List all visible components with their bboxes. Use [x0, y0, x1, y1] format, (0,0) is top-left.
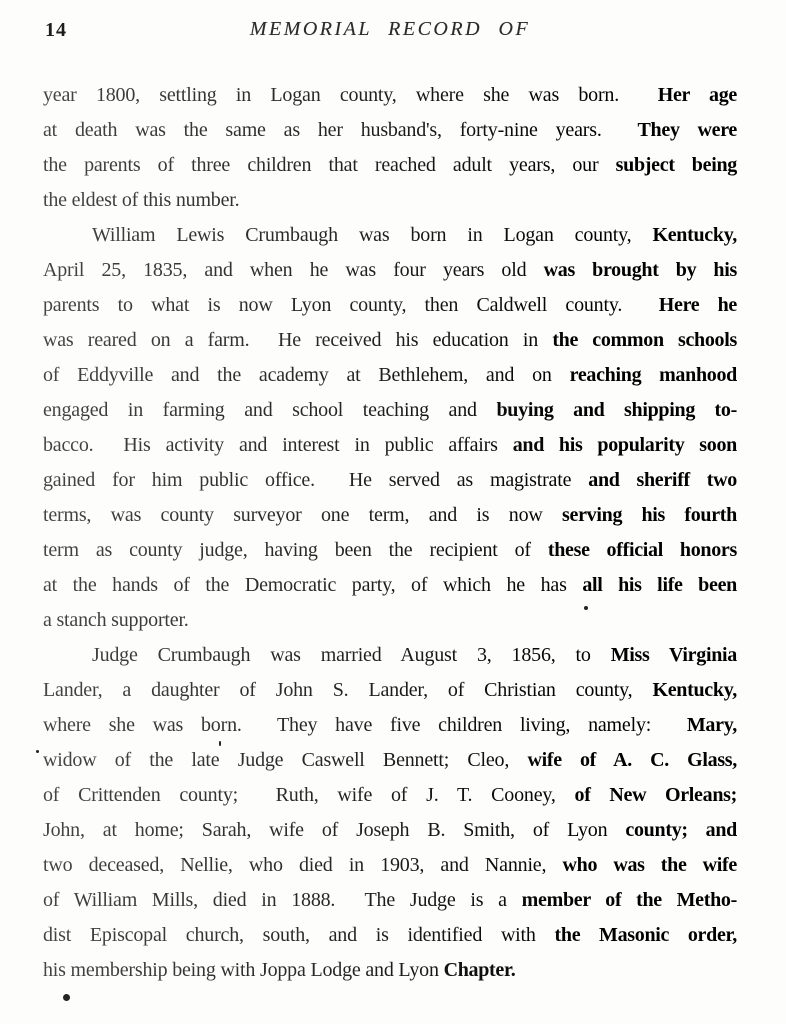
text-line — [43, 883, 737, 918]
text-line — [43, 708, 737, 743]
line-text: his membership being with Joppa Lodge and Lyon — [43, 959, 439, 981]
text-line — [43, 463, 737, 498]
text-line — [43, 288, 737, 323]
line-text-bold: all his life been — [582, 574, 737, 596]
line-text: of Crittenden county; Ruth, wife of J. T. Cooney, — [43, 784, 556, 806]
page-number: 14 — [45, 19, 67, 41]
line-text: of Eddyville and the academy at Bethlehem, and on — [43, 364, 552, 386]
line-text-bold: Kentucky, — [652, 679, 737, 701]
line-text: a stanch supporter. — [43, 609, 189, 631]
line-text: year 1800, settling in Logan county, where she was born. — [43, 84, 639, 106]
line-text-bold: of New Orleans; — [574, 784, 737, 806]
text-line — [43, 673, 737, 708]
line-text-bold: buying and shipping to- — [496, 399, 737, 421]
line-text-bold: Miss Virginia — [610, 644, 737, 666]
line-text-bold: serving his fourth — [562, 504, 737, 526]
ink-dot — [63, 994, 70, 1001]
text-line — [43, 918, 737, 953]
text-line — [43, 743, 737, 778]
line-text: the parents of three children that reached adult years, our — [43, 154, 599, 176]
line-text-bold: Kentucky, — [652, 224, 737, 246]
line-text: where she was born. They have five children living, namely: — [43, 714, 669, 736]
line-text: at the hands of the Democratic party, of which he has — [43, 574, 567, 596]
text-line — [43, 568, 737, 603]
line-text: April 25, 1835, and when he was four years old — [43, 259, 527, 281]
text-line — [43, 78, 737, 113]
page-header — [43, 18, 737, 46]
line-text: dist Episcopal church, south, and is identified with — [43, 924, 536, 946]
line-text-bold: the common schools — [552, 329, 737, 351]
text-line — [43, 638, 737, 673]
line-text: terms, was county surveyor one term, and is now — [43, 504, 543, 526]
line-text: Lander, a daughter of John S. Lander, of Christian county, — [43, 679, 633, 701]
line-text-bold: the Masonic order, — [554, 924, 737, 946]
line-text: John, at home; Sarah, wife of Joseph B. Smith, of Lyon — [43, 819, 608, 841]
text-line — [43, 953, 737, 988]
text-line — [43, 393, 737, 428]
page-body — [43, 78, 737, 988]
text-line — [43, 323, 737, 358]
running-title: MEMORIAL RECORD OF — [249, 18, 531, 40]
text-line — [43, 848, 737, 883]
text-line — [43, 428, 737, 463]
line-text-bold: who was the wife — [562, 854, 737, 876]
text-line — [43, 778, 737, 813]
line-text-bold: wife of A. C. Glass, — [527, 749, 737, 771]
line-text: was reared on a farm. He received his education in — [43, 329, 539, 351]
text-line — [43, 603, 737, 638]
line-text-bold: They were — [637, 119, 737, 141]
text-line — [43, 113, 737, 148]
line-text-bold: these official honors — [547, 539, 737, 561]
line-text: widow of the late Judge Caswell Bennett; Cleo, — [43, 749, 510, 771]
text-line — [43, 183, 737, 218]
line-text-bold: Here he — [658, 294, 737, 316]
line-text: gained for him public office. He served as magistrate — [43, 469, 572, 491]
line-text: parents to what is now Lyon county, then Caldwell county. — [43, 294, 641, 316]
line-text-bold: Mary, — [686, 714, 737, 736]
line-text: the eldest of this number. — [43, 189, 240, 211]
text-line — [43, 358, 737, 393]
text-line — [43, 498, 737, 533]
ink-speck — [219, 741, 221, 746]
line-text: of William Mills, died in 1888. The Judge is a — [43, 889, 507, 911]
line-text-bold: and his popularity soon — [512, 434, 737, 456]
line-text-bold: reaching manhood — [569, 364, 737, 386]
line-text-bold: Chapter. — [443, 959, 516, 981]
line-text-bold: and sheriff two — [588, 469, 737, 491]
text-line — [43, 533, 737, 568]
line-text: Judge Crumbaugh was married August 3, 1856, to — [92, 644, 591, 666]
line-text: term as county judge, having been the recipient of — [43, 539, 531, 561]
line-text: engaged in farming and school teaching and — [43, 399, 477, 421]
ink-speck — [584, 606, 588, 610]
line-text: at death was the same as her husband's, forty-nine years. — [43, 119, 620, 141]
text-line — [43, 218, 737, 253]
line-text: William Lewis Crumbaugh was born in Logan county, — [92, 224, 632, 246]
text-line — [43, 148, 737, 183]
text-line — [43, 253, 737, 288]
line-text-bold: subject being — [615, 154, 737, 176]
line-text-bold: county; and — [625, 819, 737, 841]
line-text-bold: was brought by his — [543, 259, 737, 281]
text-line — [43, 813, 737, 848]
line-text: two deceased, Nellie, who died in 1903, and Nannie, — [43, 854, 547, 876]
line-text-bold: Her age — [657, 84, 737, 106]
ink-speck — [36, 750, 39, 753]
line-text-bold: member of the Metho- — [521, 889, 737, 911]
line-text: bacco. His activity and interest in public affairs — [43, 434, 498, 456]
